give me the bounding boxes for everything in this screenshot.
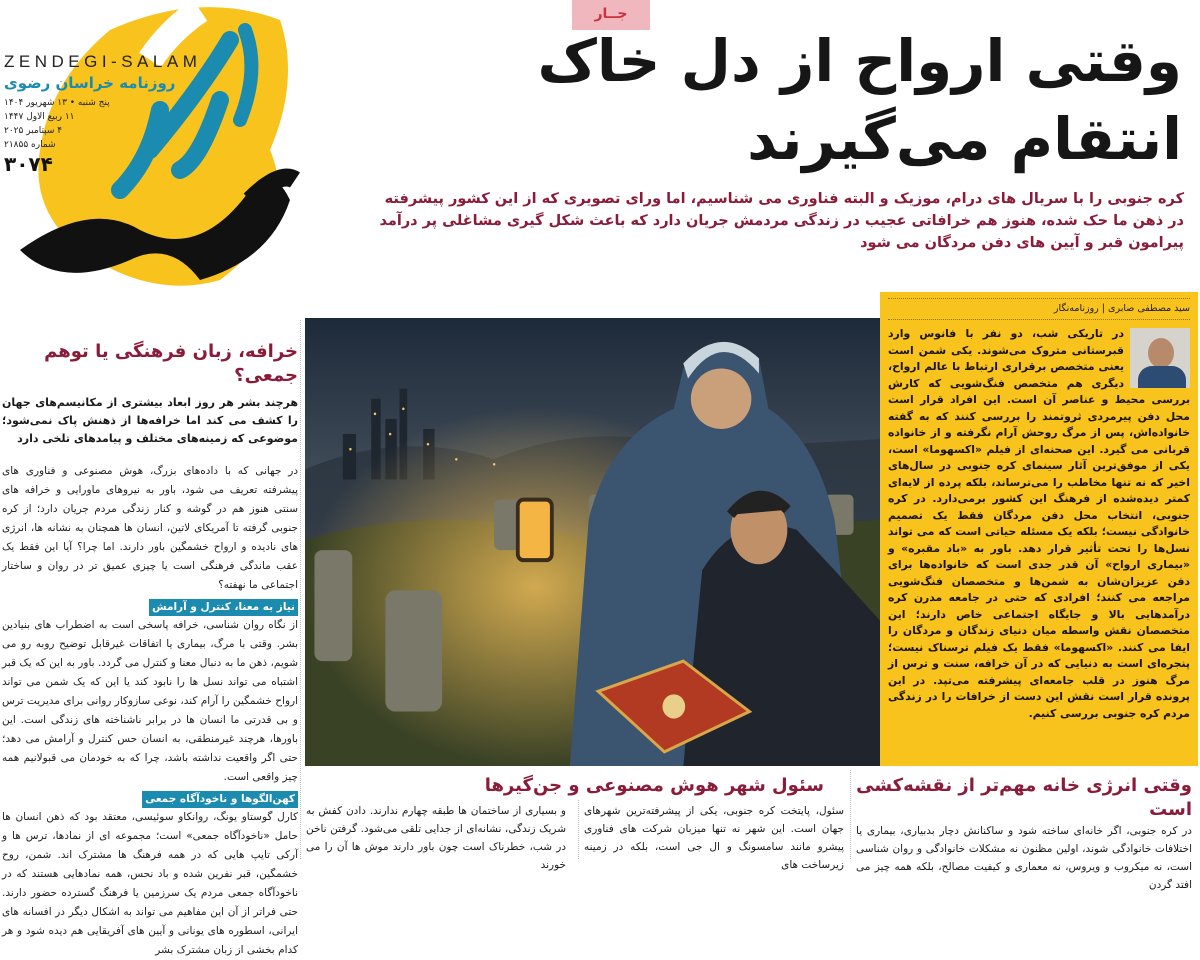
bottom-middle-title[interactable]: سئول شهر هوش مصنوعی و جن‌گیرها: [484, 775, 824, 796]
bottom-middle-col-2: و بسیاری از ساختمان ها طبقه چهارم ندارند. دادن کفش به شریک زندگی، نشانه‌ای از جدایی تلقی می‌شود. گرفتن ناخن در شب، خطرناک است چون باور دارند موش ها آن را می خورند: [306, 805, 566, 871]
main-headline[interactable]: [538, 22, 1183, 178]
bottom-middle-article: [306, 774, 844, 874]
column-divider: [850, 770, 851, 859]
headline-line-2: انتقام می‌گیرند: [747, 105, 1182, 173]
english-title: ZENDEGI-SALAM: [4, 52, 202, 71]
left-article-para-2: از نگاه روان شناسی، خرافه پاسخی است به اضطراب های بنیادین بشر. وقتی با مرگ، بیماری یا اتفاقات غیرقابل توضیح روبه رو می شویم، ذهن ما به دنبال معنا و کنترل می گردد. باور به این که یک قبر اشتباه می تواند نسل ها را نابود کند یا این که یک شمن می تواند ارواح خشمگین را آرام کند، نوعی سازوکار روانی برای مدیریت ترس و بی قدرتی ما انسان ها در برابر ناشناخته های زندگی است. این باورها، هرچند غیرمنطقی، به انسان حس کنترل و آرامش می دهد؛ حتی اگر واقعیت نداشته باشد، چرا که به خودمان می قبولانیم همه چیز واقعی است.: [2, 619, 298, 783]
bottom-right-article: [856, 774, 1192, 894]
cemetery-illustration: [305, 318, 880, 766]
column-divider: [300, 320, 301, 859]
editorial-box: [880, 292, 1198, 766]
editorial-body: در تاریکی شب، دو نفر با فانوس وارد قبرستانی متروک می‌شوند. یکی شمن است یعنی متخصص برقراری ارتباط با عالم ارواح، دیگری هم متخصص فنگ‌شویی که کارش بررسی محیط و عناصر آن است. این افراد قرار است محل دفن پیرمردی ثروتمند را بررسی کنند که به گفته خانواده‌اش، پس از مرگ روحش آرام نگرفته و از خانواده قربانی می گیرد. این صحنه‌ای از فیلم «اکسهوما» است، یکی از موفق‌ترین آثار سینمای کره جنوبی در سال‌های اخیر که نه تنها مخاطب را می‌ترساند، بلکه پرده از لایه‌ای کمتر دیده‌شده از فرهنگ این کشور برمی‌دارد. در کره جنوبی، انتخاب محل دفن مردگان فقط یک تصمیم خانوادگی نیست؛ بلکه یک مسئله حیاتی است که می تواند نسل‌ها را تحت تأثیر قرار دهد. باور به «باد مقبره» و «بیماری ارواح» آن قدر جدی است که خانواده‌ها برای دفن عزیزان‌شان به شمن‌ها و متخصصان فنگ‌شویی مراجعه می کنند؛ افرادی که حتی در جامعه مدرن کره درآمدهایی بالا و جایگاه اجتماعی خاص دارند؛ این متخصصان نقش واسطه میان دنیای زندگان و مردگان را ایفا می کنند. «اکسهوما» فقط یک فیلم ترسناک نیست؛ پنجره‌ای است به دنیایی که در آن خرافه، سنت و ترس از مرگ هنوز در قلب جامعه‌ای پیشرفته می‌تپد. در این پرونده قرار است نقش این دست از خرافات را در زندگی مردم کره جنوبی بررسی کنیم.: [888, 327, 1190, 720]
main-lead: کره جنوبی را با سریال های درام، موزیک و البته فناوری می شناسیم، اما ورای تصویری که از این کشور پیشرفته در ذهن ما حک شده، هنوز هم خرافاتی عجیب در زندگی مردمش جریان دارد که باعث شکل گیری مشاغلی پر درآمد پیرامون قبر و آیین های دفن مردگان می شود: [379, 191, 1184, 251]
paper-name: روزنامه خراسان رضوی: [4, 74, 176, 92]
date-gregorian: ۴ سپتامبر ۲۰۲۵: [4, 126, 63, 136]
date-hijri: ۱۱ ربیع الاول ۱۴۴۷: [4, 112, 75, 122]
left-article-para-3: کارل گوستاو یونگ، روانکاو سوئیسی، معتقد بود که ذهن انسان ها حامل «ناخودآگاه جمعی» است؛ مجموعه ای از نمادها، ترس ها و آرکی تایپ هایی که در همه فرهنگ ها مشترک اند. شمن، روح خشمگین، قبر نفرین شده و باد نحس، همه نمادهایی هستند که در ناخودآگاه جمعی مردم یک سرزمین یا فرهنگ گسترده حضور دارند. حتی فراتر از آن این مفاهیم می تواند به اشکال دیگر در افسانه های ایرانی، اسطوره های یونانی و آیین های آفریقایی هم دیده شود و هر کدام بخشی از زبان مشترک بشر: [2, 811, 298, 956]
author-name: سید مصطفی صابری: [1108, 303, 1190, 314]
left-article-para-1: در جهانی که با داده‌های بزرگ، هوش مصنوعی و فناوری های پیشرفته تعریف می شود، باور به نیروهای ماورایی و خرافه های سنتی هنوز هم در گوشه و کنار زندگی مردم جریان دارد؛ از کره جنوبی گرفته تا آمریکای لاتین، انسان ها همچنان به نشانه ها، انرژی های نادیده و ارواح خشمگین باور دارند. اما چرا؟ آیا این فقط یک عقب ماندگی فرهنگی است یا چیزی عمیق تر در روان و ساختار اجتماعی ما نهفته؟: [2, 465, 298, 591]
headline-line-1: وقتی ارواح از دل خاک: [537, 27, 1182, 95]
bottom-right-title[interactable]: وقتی انرژی خانه مهم‌تر از نقشه‌کشی است: [856, 775, 1192, 820]
left-article: [2, 340, 298, 960]
byline: سید مصطفی صابری | روزنامه‌نگار: [888, 298, 1190, 320]
page-issue: ۳۰۷۴: [4, 152, 53, 176]
subhead-2: کهن‌الگوها و ناخودآگاه جمعی: [142, 791, 298, 808]
bottom-right-body: در کره جنوبی، اگر خانه‌ای ساخته شود و ساکنانش دچار بدبیاری، بیماری یا اختلافات خانوادگی شوند، اولین مظنون نه مشکلات خانوادگی و روان شناسی است، نه میکروب و ویروس، نه معماری و کیفیت مصالح، بلکه همه چیز می افتد گردن: [856, 825, 1192, 891]
date-persian: پنج شنبه • ۱۳ شهریور ۱۴۰۴: [4, 98, 110, 108]
author-avatar: [1130, 328, 1190, 388]
author-role: روزنامه‌نگار: [1053, 303, 1099, 314]
subhead-1: نیاز به معنا، کنترل و آرامش: [149, 599, 298, 616]
bottom-middle-col-1: سئول، پایتخت کره جنوبی، یکی از پیشرفته‌ترین شهرهای جهان است. این شهر نه تنها میزبان شرکت های فناوری پیشرو مانند سامسونگ و ال جی است، بلکه در زمینه زیرساخت های: [584, 805, 844, 871]
section-tag: جــار: [572, 0, 650, 30]
column-divider: [578, 800, 579, 859]
left-article-title[interactable]: خرافه، زبان فرهنگی یا توهم جمعی؟: [44, 341, 298, 386]
left-article-lead: هرچند بشر هر روز ابعاد بیشتری از مکانیسم‌های جهان را کشف می کند اما خرافه‌ها از ذهنش پاک نمی‌شود؛ موضوعی که زمینه‌های مختلف و پیامدهای تلخی دارد: [2, 396, 298, 445]
issue-number: شماره ۲۱۸۵۵: [4, 140, 56, 150]
